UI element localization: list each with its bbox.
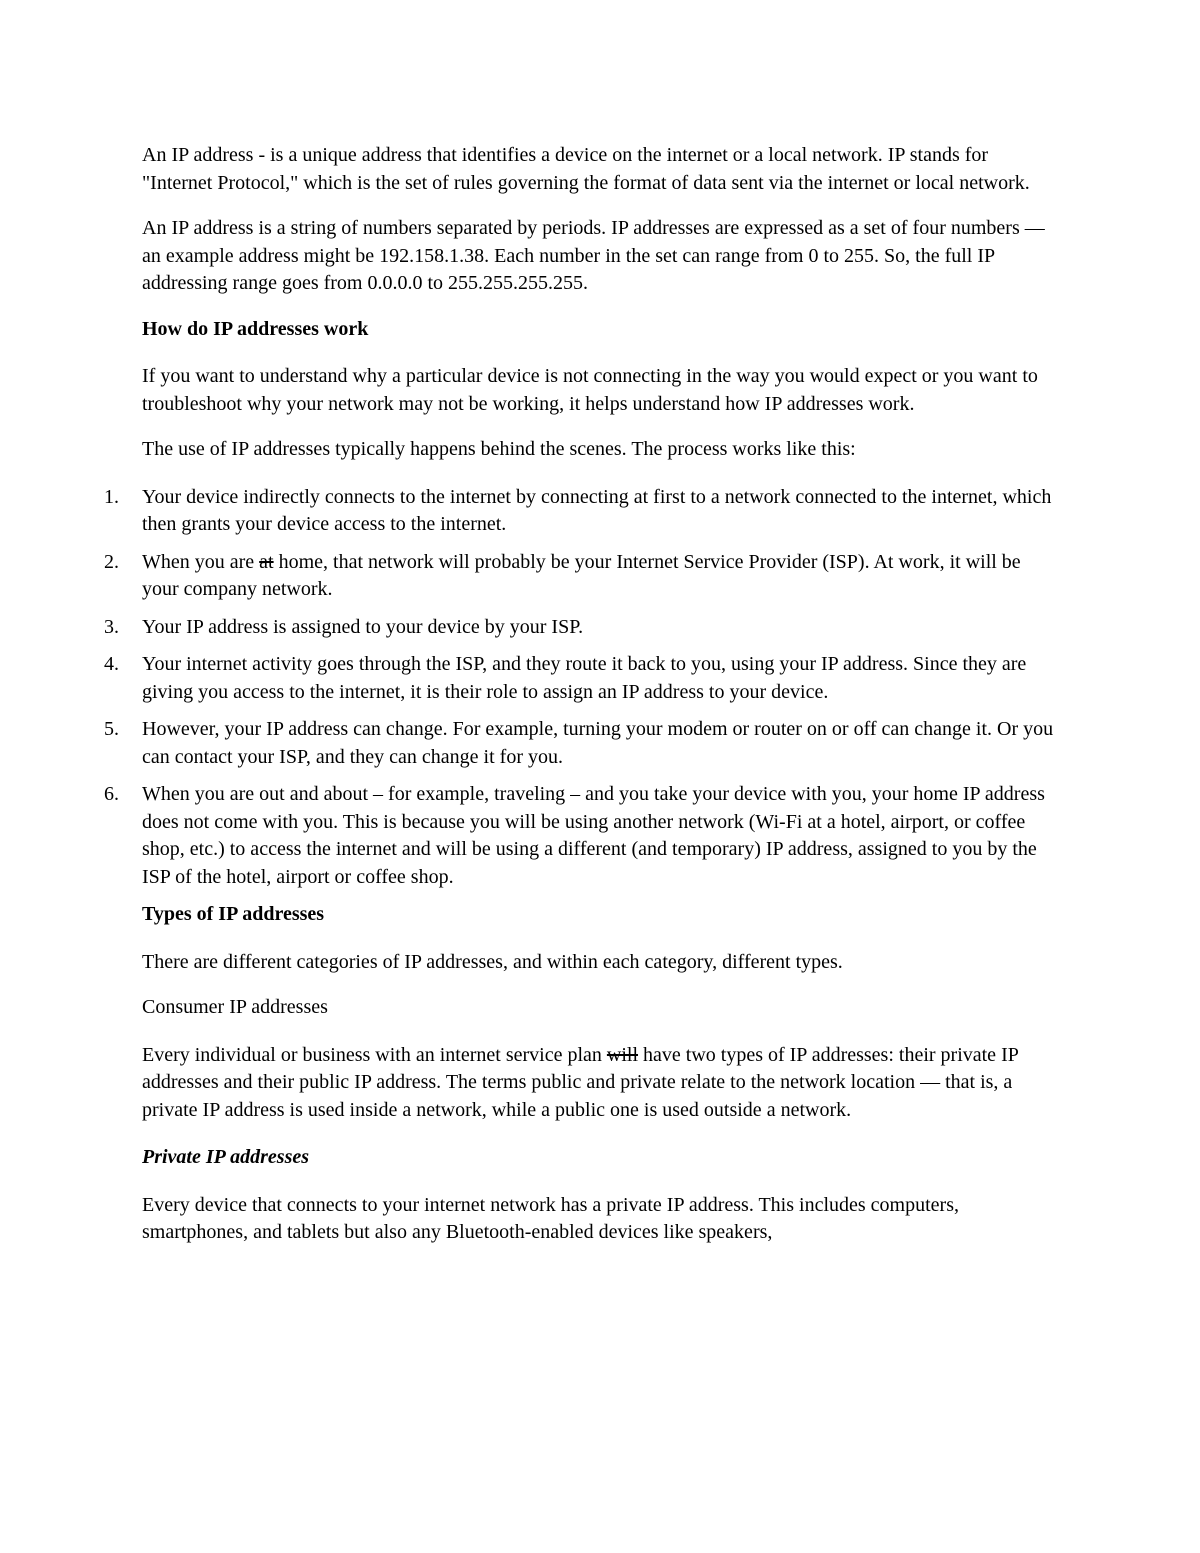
list-item-text: Your internet activity goes through the ISP, and they route it back to you, using your IP address. Since they are giving you access to the internet, it is their role to assign an IP address to your device. xyxy=(142,653,1027,703)
types-paragraph-2-before: Every individual or business with an internet service plan xyxy=(142,1043,607,1066)
list-item-text-after: home, that network will probably be your Internet Service Provider (ISP). At work, it will be your company network. xyxy=(142,550,1021,600)
intro-paragraph-1: An IP address - is a unique address that identifies a device on the internet or a local network. IP stands for "Internet Protocol," which is the set of rules governing the format of data sent via the internet or local network. xyxy=(142,144,1030,194)
how-paragraph-1: If you want to understand why a particular device is not connecting in the way you would expect or you want to troubleshoot why your network may not be working, it helps understand how IP addresses work. xyxy=(142,365,1038,415)
struck-word: at xyxy=(259,550,274,573)
how-paragraph-2: The use of IP addresses typically happens behind the scenes. The process works like this: xyxy=(142,438,856,460)
heading-how-ip-works: How do IP addresses work xyxy=(142,317,369,340)
heading-private-ip: Private IP addresses xyxy=(142,1146,310,1168)
heading-types-of-ip: Types of IP addresses xyxy=(142,903,325,925)
private-paragraph-1: Every device that connects to your internet network has a private IP address. This includes computers, smartphones, and tablets but also any Bluetooth-enabled devices like speakers, xyxy=(142,1193,959,1243)
list-item xyxy=(104,484,1062,539)
list-item-text: Your device indirectly connects to the internet by connecting at first to a network connected to the internet, which then grants your device access to the internet. xyxy=(142,485,1052,535)
list-item-number: 4. xyxy=(104,653,119,675)
types-paragraph-2-after: have two types of IP addresses: their private IP addresses and their public IP address. The terms public and private relate to the network location — that is, a private IP address is used inside a network, while a public one is used outside a network. xyxy=(142,1043,1019,1121)
list-item xyxy=(104,651,1062,706)
types-paragraph-2 xyxy=(142,1042,1062,1125)
process-steps-list xyxy=(104,484,1062,892)
struck-word: will xyxy=(606,1043,639,1066)
intro-paragraph-2: An IP address is a string of numbers separated by periods. IP addresses are expressed as a set of four numbers — an example address might be 192.158.1.38. Each number in the set can range from 0 to 255. So, the full IP addressing range goes from 0.0.0.0 to 255.255.255.255. xyxy=(142,217,1045,294)
list-item-text: Your IP address is assigned to your device by your ISP. xyxy=(142,615,584,638)
subheading-consumer-ip: Consumer IP addresses xyxy=(142,996,328,1018)
list-item-text: However, your IP address can change. For example, turning your modem or router on or off can change it. Or you can contact your ISP, and they can change it for you. xyxy=(142,718,1054,768)
list-item xyxy=(104,549,1062,604)
list-item-number: 5. xyxy=(104,718,119,740)
document-body xyxy=(104,142,1062,1265)
list-item xyxy=(104,614,1062,642)
types-paragraph-1: There are different categories of IP addresses, and within each category, different types. xyxy=(142,950,843,973)
list-item-text: When you are out and about – for example, traveling – and you take your device with you, your home IP address does not come with you. This is because you will be using another network (Wi-Fi at a hotel, airport, or coffee shop, etc.) to access the internet and will be using a different (and temporary) IP address, assigned to you by the ISP of the hotel, airport or coffee shop. xyxy=(142,783,1045,888)
list-item xyxy=(104,781,1062,891)
list-item-number: 6. xyxy=(104,783,119,805)
list-item-number: 2. xyxy=(104,550,119,573)
list-item-number: 3. xyxy=(104,615,119,638)
list-item xyxy=(104,716,1062,771)
list-item-number: 1. xyxy=(104,485,119,508)
list-item-text-before: When you are xyxy=(142,550,260,573)
